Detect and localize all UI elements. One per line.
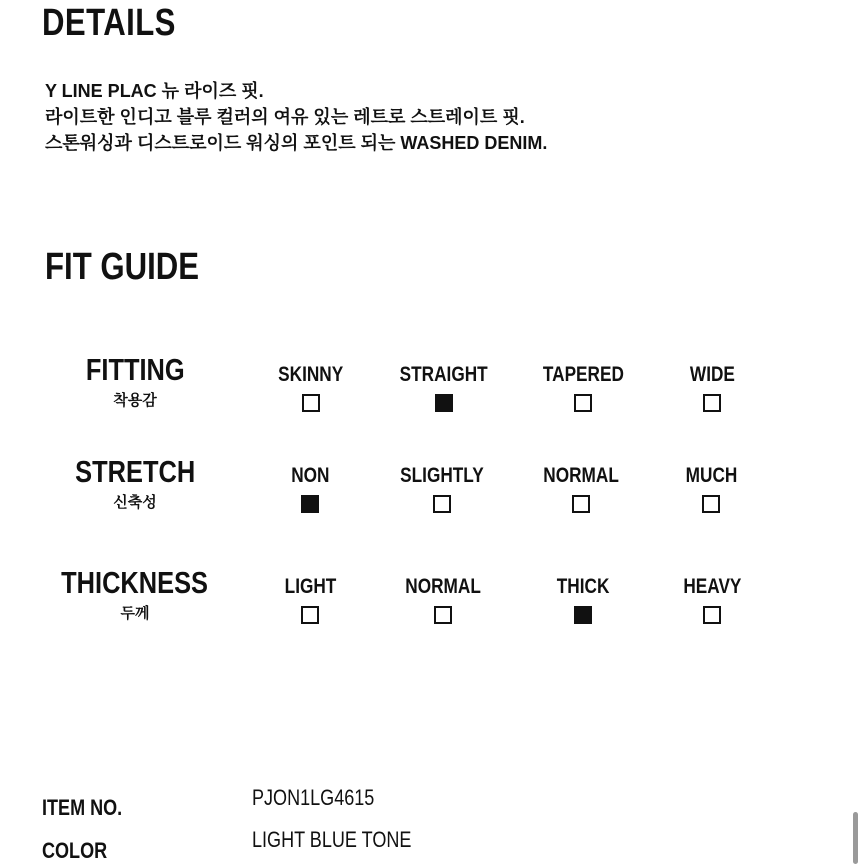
stretch-label: STRETCH 신축성 [74, 454, 196, 511]
product-description [45, 78, 547, 156]
fitting-option-straight: STRAIGHT [379, 362, 509, 412]
thickness-thick-checkbox [574, 606, 592, 624]
stretch-option-much: MUCH [646, 463, 776, 513]
color-label: COLOR [42, 838, 108, 863]
fitting-straight-checkbox [435, 394, 453, 412]
fitting-skinny-checkbox [302, 394, 320, 412]
fitting-tapered-checkbox [574, 394, 592, 412]
stretch-non-checkbox [301, 495, 319, 513]
fitting-option-skinny: SKINNY [246, 362, 376, 412]
stretch-option-normal: NORMAL [516, 463, 646, 513]
thickness-option-light: LIGHT [245, 574, 375, 624]
fitting-label: FITTING 착용감 [85, 352, 185, 409]
fitting-option-wide: WIDE [647, 362, 777, 412]
fitting-option-tapered: TAPERED [518, 362, 648, 412]
thickness-light-checkbox [301, 606, 319, 624]
thickness-normal-checkbox [434, 606, 452, 624]
stretch-option-non: NON [245, 463, 375, 513]
scrollbar-thumb[interactable] [853, 812, 858, 864]
thickness-option-thick: THICK [518, 574, 648, 624]
description-line: 라이트한 인디고 블루 컬러의 여유 있는 레트로 스트레이트 핏. [45, 107, 525, 127]
description-line: Y LINE PLAC 뉴 라이즈 핏. [45, 81, 264, 101]
fit-guide-title: FIT GUIDE [45, 246, 200, 288]
item-no-value: PJON1LG4615 [252, 785, 375, 810]
stretch-much-checkbox [702, 495, 720, 513]
color-value: LIGHT BLUE TONE [252, 827, 412, 852]
thickness-option-normal: NORMAL [378, 574, 508, 624]
item-no-label: ITEM NO. [42, 795, 123, 820]
fitting-wide-checkbox [703, 394, 721, 412]
stretch-option-slightly: SLIGHTLY [377, 463, 507, 513]
thickness-heavy-checkbox [703, 606, 721, 624]
thickness-label: THICKNESS 두께 [61, 565, 209, 622]
stretch-normal-checkbox [572, 495, 590, 513]
description-line: 스톤워싱과 디스트로이드 워싱의 포인트 되는 WASHED DENIM. [45, 133, 548, 153]
thickness-option-heavy: HEAVY [647, 574, 777, 624]
details-title: DETAILS [42, 2, 176, 44]
stretch-slightly-checkbox [433, 495, 451, 513]
